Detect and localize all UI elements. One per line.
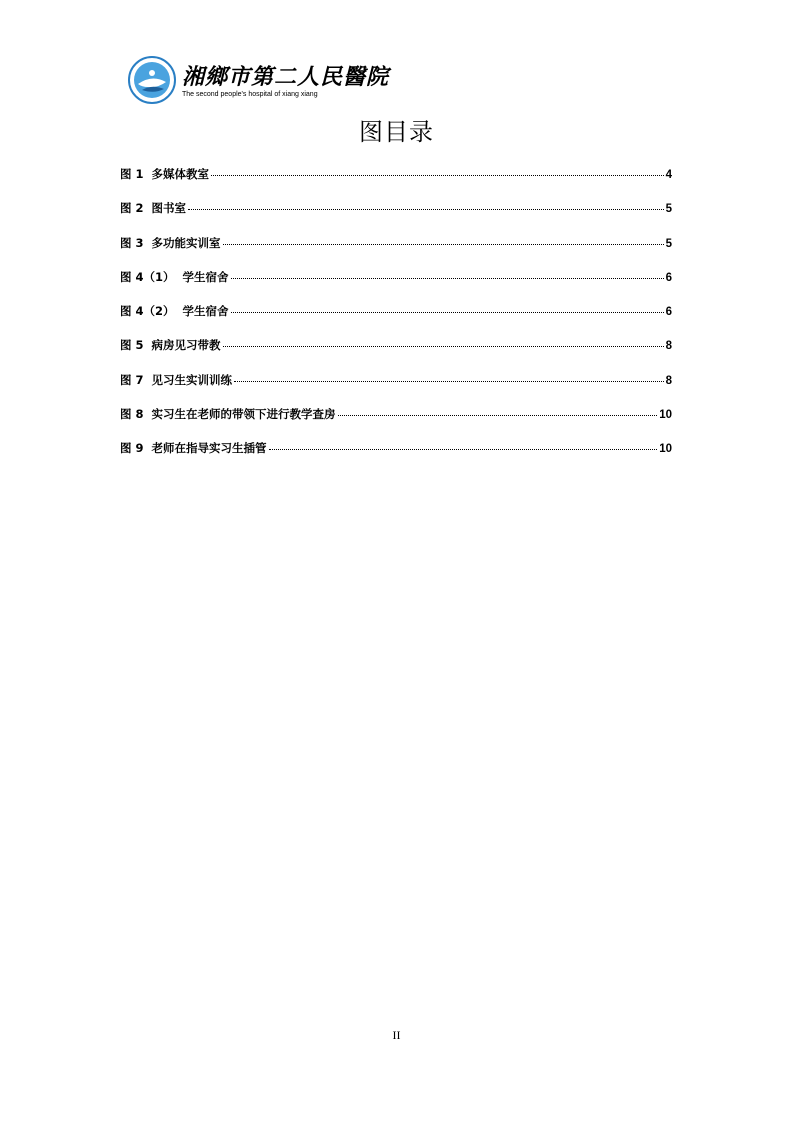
toc-entry-page: 5 [665,237,672,250]
hospital-name-cn: 湘鄉市第二人民醫院 [182,64,390,90]
toc-dot-leader [223,244,664,245]
toc-entry-label: 图 3 多功能实训室 [120,235,221,250]
toc-entry[interactable] [120,200,672,234]
toc-entry-page: 10 [659,409,672,422]
toc-entry[interactable] [120,440,672,474]
toc-dot-leader [211,175,664,176]
toc-dot-leader [231,278,664,279]
toc-entry-label: 图 7 见习生实训训练 [120,372,233,387]
toc-entry-label: 图 5 病房见习带教 [120,338,221,353]
toc-entry[interactable] [120,337,672,371]
toc-entry-page: 8 [665,374,672,387]
toc-entry[interactable] [120,372,672,406]
toc-entry-page: 5 [665,203,672,216]
toc-dot-leader [269,449,658,450]
toc-dot-leader [234,381,664,382]
toc-dot-leader [231,312,664,313]
toc-entry[interactable] [120,269,672,303]
toc-entry-page: 6 [665,306,672,319]
toc-entry[interactable] [120,166,672,200]
hospital-name-en: The second people's hospital of xiang xiang [182,91,318,98]
page-header [128,56,388,106]
toc-entry-label: 图 9 老师在指导实习生插管 [120,441,267,456]
toc-entry-page: 10 [659,443,672,456]
toc-entry-label: 图 4（1） 学生宿舍 [120,269,229,284]
toc-entry[interactable] [120,235,672,269]
toc-entry-page: 8 [665,340,672,353]
toc-entry-label: 图 2 图书室 [120,201,187,216]
toc-entry-page: 4 [665,169,672,181]
toc-entry[interactable] [120,406,672,440]
toc-entry-page: 6 [665,271,672,284]
page-title: 图目录 [359,118,434,146]
hospital-logo-icon [128,56,176,104]
figure-toc [120,166,672,475]
toc-entry[interactable] [120,303,672,337]
page-number: II [392,1028,401,1042]
toc-dot-leader [338,415,658,416]
toc-entry-label: 图 1 多媒体教室 [120,167,210,181]
toc-dot-leader [188,209,664,210]
toc-entry-label: 图 8 实习生在老师的带领下进行教学查房 [120,407,336,422]
toc-dot-leader [223,346,664,347]
toc-entry-label: 图 4（2） 学生宿舍 [120,304,229,319]
